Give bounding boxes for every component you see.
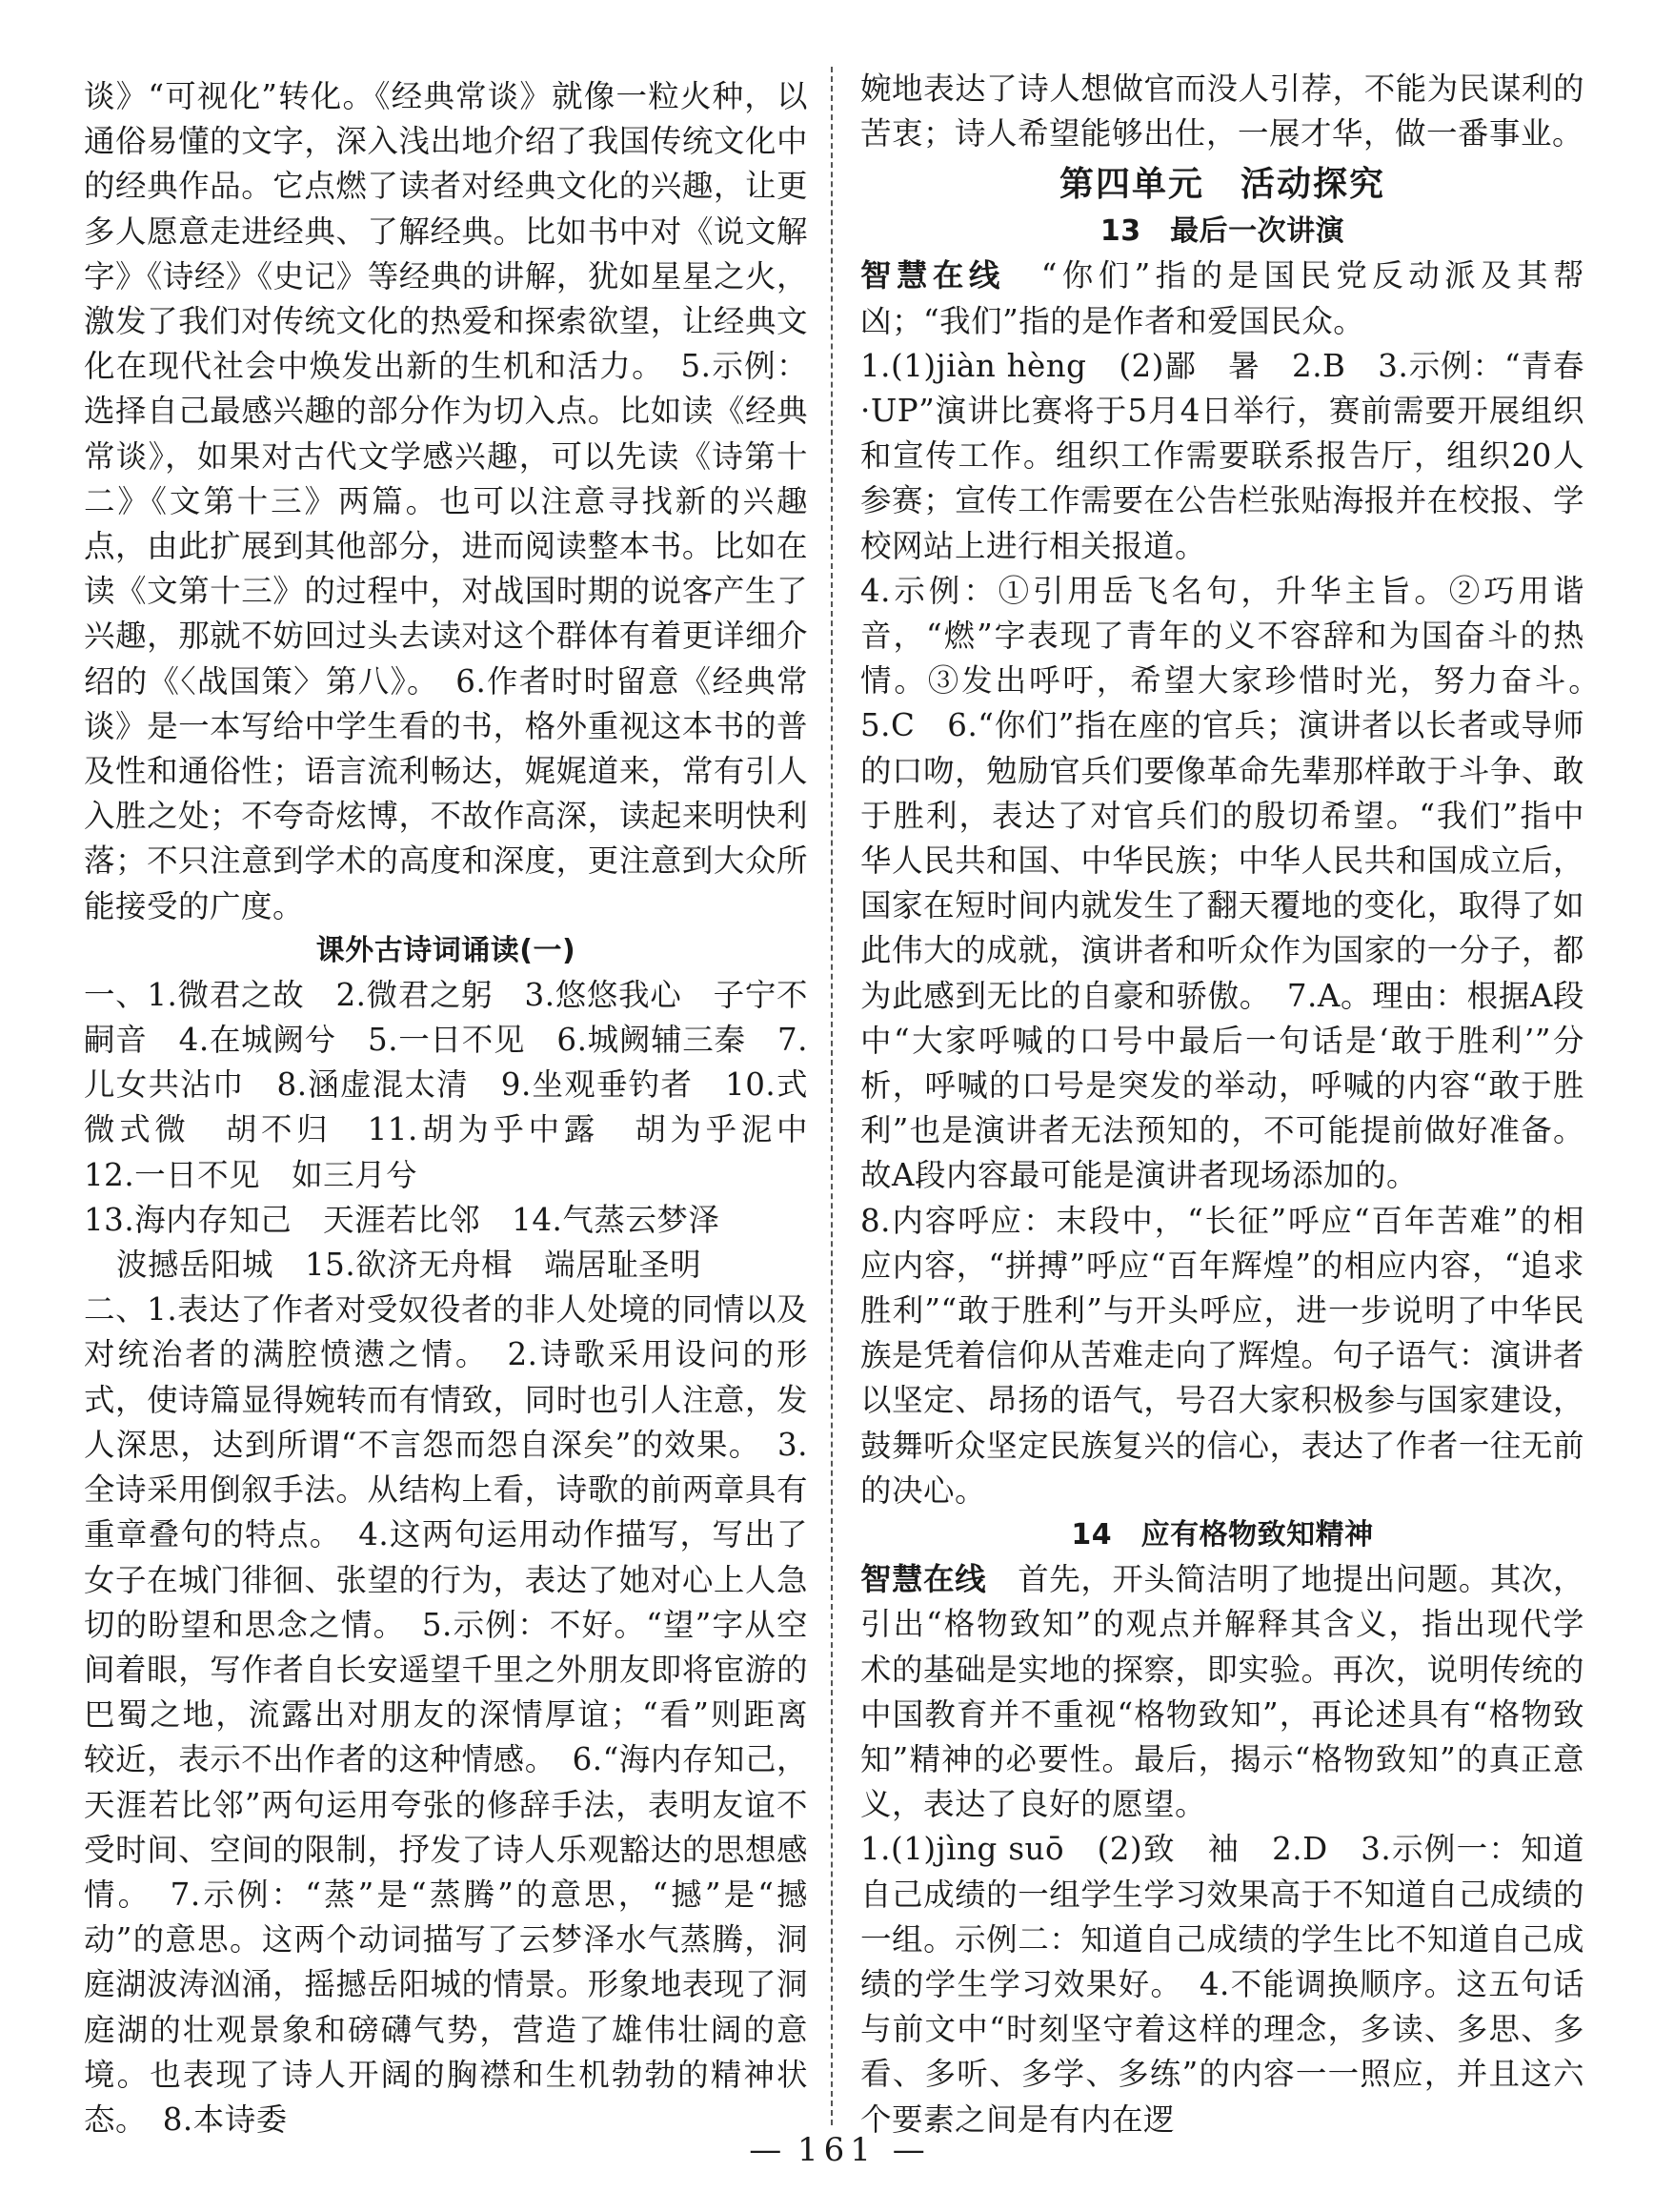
page-number: 161 xyxy=(797,2131,877,2169)
right-column xyxy=(860,67,1617,2142)
unit-heading: 第四单元 活动探究 xyxy=(1059,165,1385,205)
keyword-label: 智慧在线 xyxy=(860,1561,987,1598)
section-13-answers-1: 1.(1)jiàn hèng (2)鄙 暑 2.B 3.示例：“青春·UP”演讲比赛将于5月4日举行，赛前需要开展组织和宣传工作。组织工作需要联系报告厅，组织20人参赛；宣传工作需要在公告栏张贴海报并在校报、学校网站上进行相关报道。 xyxy=(860,347,1584,564)
page-footer xyxy=(0,2131,1674,2169)
column-divider xyxy=(831,67,833,2125)
section-14-answers: 1.(1)jìng suō (2)致 袖 2.D 3.示例一：知道自己成绩的一组学生学习效果高于不知道自己成绩的一组。示例二：知道自己成绩的学生比不知道自己成绩的学生学习效果好。 4.不能调换顺序。这五句话与前文中“时刻坚守着这样的理念，多读、多思、多看、多听、多学、多练”的内容一一照应，并且这六个要素之间是有内在逻 xyxy=(860,1831,1584,2138)
section-14-intro xyxy=(860,1557,1584,1827)
section-heading-13: 13 最后一次讲演 xyxy=(1099,214,1345,249)
section-13-intro xyxy=(860,254,1584,343)
left-column xyxy=(84,74,840,2142)
section-13-answers-3: 8.内容呼应：末段中，“长征”呼应“百年苦难”的相应内容，“拼搏”呼应“百年辉煌”的相应内容，“追求胜利”“敢于胜利”与开头呼应，进一步说明了中华民族是凭着信仰从苦难走向了辉煌。句子语气：演讲者以坚定、昂扬的语气，号召大家积极参与国家建设，鼓舞听众坚定民族复兴的信心，表达了作者一往无前的决心。 xyxy=(860,1202,1584,1509)
left-paragraph-2: 一、1.微君之故 2.微君之躬 3.悠悠我心 子宁不嗣音 4.在城阙兮 5.一日不见 6.城阙辅三秦 7.儿女共沾巾 8.涵虚混太清 9.坐观垂钓者 10.式微式微 胡不归 11.胡为乎中露 胡为乎泥中 12.一日不见 如三月兮 xyxy=(84,976,840,1193)
section-heading-ancient-poetry: 课外古诗词诵读(一) xyxy=(315,933,576,967)
left-paragraph-1: 谈》“可视化”转化。《经典常谈》就像一粒火种，以通俗易懂的文字，深入浅出地介绍了我国传统文化中的经典作品。它点燃了读者对经典文化的兴趣，让更多人愿意走进经典、了解经典。比如书中对《说文解字》《诗经》《史记》等经典的讲解，犹如星星之火，激发了我们对传统文化的热爱和探索欲望，让经典文化在现代社会中焕发出新的生机和活力。 5.示例：选择自己最感兴趣的部分作为切入点。比如读《经典常谈》，如果对古代文学感兴趣，可以先读《诗第十二》《文第十三》两篇。也可以注意寻找新的兴趣点，由此扩展到其他部分，进而阅读整本书。比如在读《文第十三》的过程中，对战国时期的说客产生了兴趣，那就不妨回过头去读对这个群体有着更详细介绍的《〈战国策〉第八》。 6.作者时时留意《经典常谈》是一本写给中学生看的书，格外重视这本书的普及性和通俗性；语言流利畅达，娓娓道来，常有引人入胜之处；不夸奇炫博，不故作高深，读起来明快利落；不只注意到学术的高度和深度，更注意到大众所能接受的广度。 xyxy=(84,78,808,924)
right-paragraph-1: 婉地表达了诗人想做官而没人引荐，不能为民谋利的苦衷；诗人希望能够出仕，一展才华，做一番事业。 xyxy=(860,71,1584,152)
section-13-intro-text: “你们”指的是国民党反动派及其帮凶；“我们”指的是作者和爱国民众。 xyxy=(860,257,1584,339)
footer-dash-right: — xyxy=(892,2131,925,2169)
section-heading-14: 14 应有格物致知精神 xyxy=(1071,1518,1374,1552)
footer-dash-left: — xyxy=(749,2131,782,2169)
keyword-label: 智慧在线 xyxy=(860,257,1005,294)
left-paragraph-5: 二、1.表达了作者对受奴役者的非人处境的同情以及对统治者的满腔愤懑之情。 2.诗歌采用设问的形式，使诗篇显得婉转而有情致，同时也引人注意，发人深思，达到所谓“不言怨而怨自深矣”的效果。 3.全诗采用倒叙手法。从结构上看，诗歌的前两章具有重章叠句的特点。 4.这两句运用动作描写，写出了女子在城门徘徊、张望的行为，表达了她对心上人急切的盼望和思念之情。 5.示例：不好。“望”字从空间着眼，写作者自长安遥望千里之外朋友即将宦游的巴蜀之地，流露出对朋友的深情厚谊；“看”则距离较近，表示不出作者的这种情感。 6.“海内存知己，天涯若比邻”两句运用夸张的修辞手法，表明友谊不受时间、空间的限制，抒发了诗人乐观豁达的思想感情。 7.示例：“蒸”是“蒸腾”的意思，“撼”是“撼动”的意思。这两个动词描写了云梦泽水气蒸腾，洞庭湖波涛汹涌，摇撼岳阳城的情景。形象地表现了洞庭湖的壮观景象和磅礴气势，营造了雄伟壮阔的意境。也表现了诗人开阔的胸襟和生机勃勃的精神状态。 8.本诗委 xyxy=(84,1291,808,2138)
left-paragraph-4: 波撼岳阳城 15.欲济无舟楫 端居耻圣明 xyxy=(116,1247,702,1284)
section-13-answers-2: 4.示例：①引用岳飞名句，升华主旨。②巧用谐音，“燃”字表现了青年的义不容辞和为国奋斗的热情。③发出呼吁，希望大家珍惜时光，努力奋斗。 5.C 6.“你们”指在座的官兵；演讲者以长者或导师的口吻，勉励官兵们要像革命先辈那样敢于斗争、敢于胜利，表达了对官兵们的殷切希望。“我们”指中华人民共和国、中华民族；中华人民共和国成立后，国家在短时间内就发生了翻天覆地的变化，取得了如此伟大的成就，演讲者和听众作为国家的一分子，都为此感到无比的自豪和骄傲。 7.A。理由：根据A段中“大家呼喊的口号中最后一句话是‘敢于胜利’”分析，呼喊的口号是突发的举动，呼喊的内容“敢于胜利”也是演讲者无法预知的，不可能提前做好准备。故A段内容最可能是演讲者现场添加的。 xyxy=(860,572,1617,1194)
section-14-intro-text: 首先，开头简洁明了地提出问题。其次，引出“格物致知”的观点并解释其含义，指出现代学术的基础是实地的探察，即实验。再次，说明传统的中国教育并不重视“格物致知”，再论述具有“格物致知”精神的必要性。最后，揭示“格物致知”的真正意义，表达了良好的愿望。 xyxy=(860,1561,1584,1823)
left-paragraph-3: 13.海内存知己 天涯若比邻 14.气蒸云梦泽 xyxy=(84,1201,720,1238)
